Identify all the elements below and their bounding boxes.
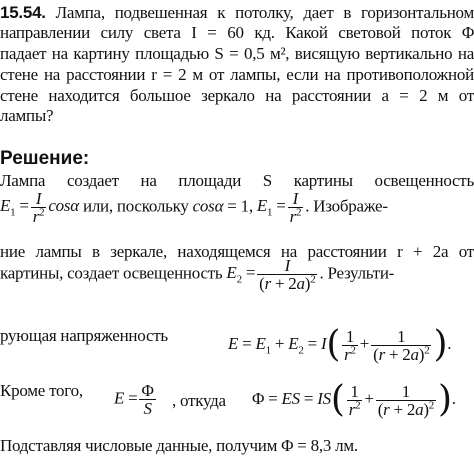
problem-line-1	[0, 4, 474, 22]
problem-text-1: Лампа, подвешенная к потолку, дает в горизонтальном	[45, 3, 474, 22]
text-result-1: . Результи-	[319, 263, 395, 283]
solution-final: Подставляя числовые данные, получим Φ = 8,3 лм.	[0, 436, 358, 455]
text-resulting: рующая напряженность	[0, 326, 168, 345]
formula-e1: $E_1$ = $\frac{I}{r^2}$ cosα	[0, 189, 79, 226]
text-picture: картины, создает освещенность	[0, 263, 227, 283]
text-whence: , откуда	[172, 391, 226, 410]
problem-line-2: направлении силу света I = 60 кд. Какой световой поток Φ	[0, 23, 474, 42]
formula-e1-line: $E_1$ = $\frac{I}{r^2}$ cosα или, поскольку cosα = 1, $E_1$ = $\frac{I}{r^2}$ . Изображе-	[0, 189, 388, 226]
formula-flux-line	[0, 379, 474, 430]
formula-e-line	[0, 324, 474, 371]
formula-phi: Φ = ES = IS( $\frac{1}{r^2}$ + $\frac{1}{(r + 2a)^2}$ ).	[252, 379, 456, 420]
text-besides: Кроме того,	[0, 381, 83, 400]
solution-intro: Лампа создает на площади S картины освещенность	[0, 171, 474, 190]
text-or-since: или, поскольку	[78, 196, 193, 216]
solution-heading: Решение:	[0, 148, 90, 169]
problem-number: 15.54.	[0, 3, 46, 22]
solution-mirror-line: ние лампы в зеркале, находящемся на расстоянии r + 2a от	[0, 242, 474, 261]
formula-e: $E = E_1 + E_2 = I$( $\frac{1}{r^2}$ + $\frac{1}{(r + 2a)^2}$ ).	[228, 324, 452, 365]
formula-cos: cosα = 1	[192, 196, 249, 216]
problem-line-3: падает на картину площадью S = 0,5 м², висящую вертикально на	[0, 44, 474, 63]
problem-line-5: стене находится большое зеркало на расстоянии a = 2 м от	[0, 86, 474, 105]
formula-e2-line	[0, 257, 474, 297]
text-image-1: . Изображе-	[305, 196, 388, 216]
formula-e1-simple: $E_1$ = $\frac{I}{r^2}$	[256, 189, 302, 226]
problem-line-4: стене на расстоянии r = 2 м от лампы, если на противоположной	[0, 65, 474, 84]
formula-e-phi: E = $\frac{\Phi}{S}$	[114, 381, 154, 418]
formula-e2: $E_2$ = $\frac{I}{(r + 2a)^2}$	[226, 256, 316, 293]
problem-line-6: лампы?	[0, 106, 54, 125]
